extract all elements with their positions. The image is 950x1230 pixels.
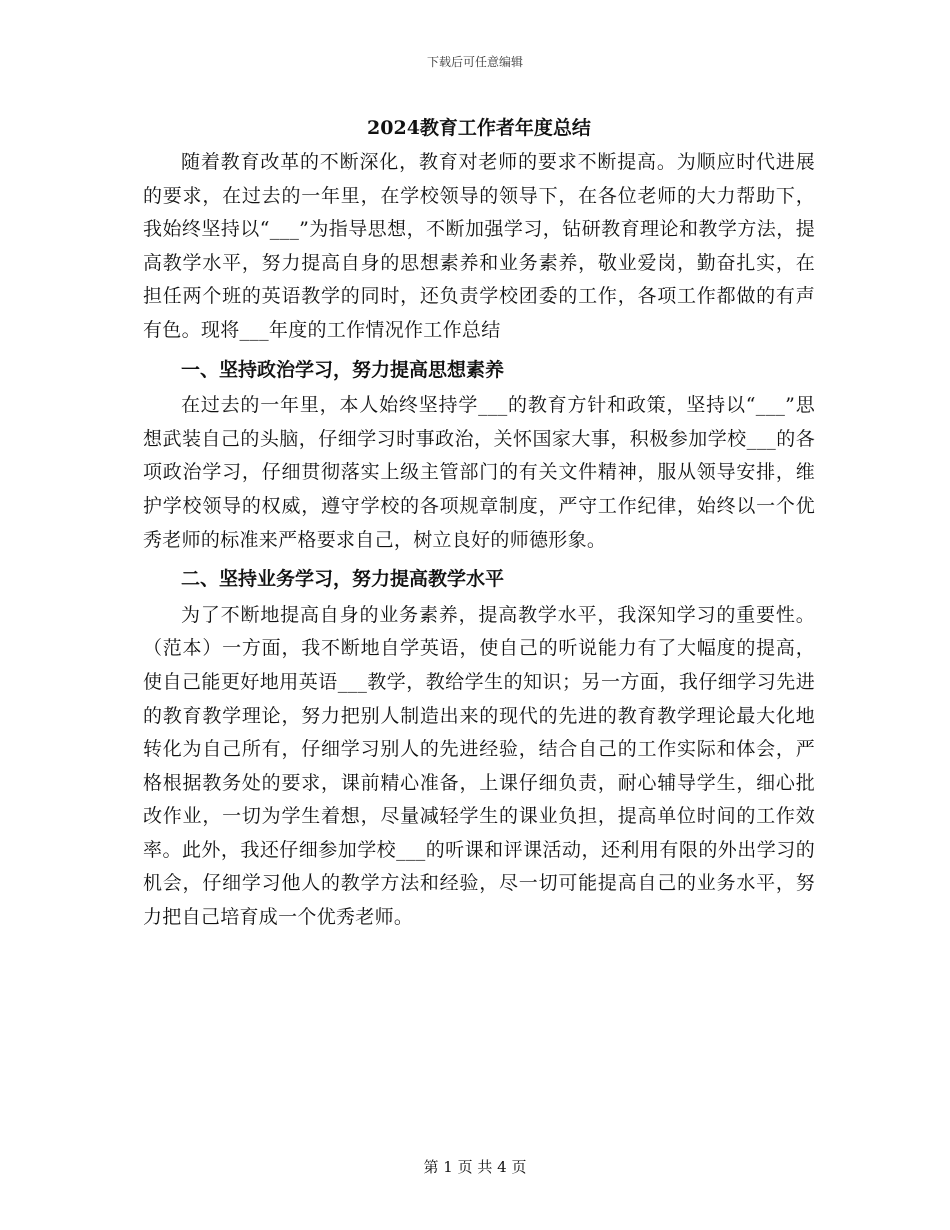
- intro-paragraph: 随着教育改革的不断深化，教育对老师的要求不断提高。为顺应时代进展的要求，在过去的一年里，在学校领导的领导下，在各位老师的大力帮助下，我始终坚持以“___”为指导思想，不断加强学习，钻研教育理论和教学方法，提高教学水平，努力提高自身的思想素养和业务素养，敬业爱岗，勤奋扎实，在担任两个班的英语教学的同时，还负责学校团委的工作，各项工作都做的有声有色。现将___年度的工作情况作工作总结: [143, 151, 815, 341]
- header-note: 下载后可任意编辑: [426, 55, 523, 69]
- section-body-1: 在过去的一年里，本人始终坚持学___的教育方针和政策，坚持以“___”思想武装自己的头脑，仔细学习时事政治，关怀国家大事，积极参加学校___的各项政治学习，仔细贯彻落实上级主管部门的有关文件精神，服从领导安排，维护学校领导的权威，遵守学校的各项规章制度，严守工作纪律，始终以一个优秀老师的标准来严格要求自己，树立良好的师德形象。: [143, 394, 815, 551]
- section-body-2: 为了不断地提高自身的业务素养，提高教学水平，我深知学习的重要性。（范本）一方面，我不断地自学英语，使自己的听说能力有了大幅度的提高，使自己能更好地用英语___教学，教给学生的知识；另一方面，我仔细学习先进的教育教学理论，努力把别人制造出来的现代的先进的教育教学理论最大化地转化为自己所有，仔细学习别人的先进经验，结合自己的工作实际和体会，严格根据教务处的要求，课前精心准备，上课仔细负责，耐心辅导学生，细心批改作业，一切为学生着想，尽量减轻学生的课业负担，提高单位时间的工作效率。此外，我还仔细参加学校___的听课和评课活动，还利用有限的外出学习的机会，仔细学习他人的教学方法和经验，尽一切可能提高自己的业务水平，努力把自己培育成一个优秀老师。: [143, 603, 815, 929]
- document-title: 2024教育工作者年度总结: [367, 117, 591, 139]
- section-heading-2: 二、坚持业务学习，努力提高教学水平: [181, 568, 505, 591]
- document-body: [143, 110, 815, 935]
- section-heading-1: 一、坚持政治学习，努力提高思想素养: [181, 358, 505, 381]
- page-number-footer: 第 1 页 共 4 页: [423, 1158, 527, 1176]
